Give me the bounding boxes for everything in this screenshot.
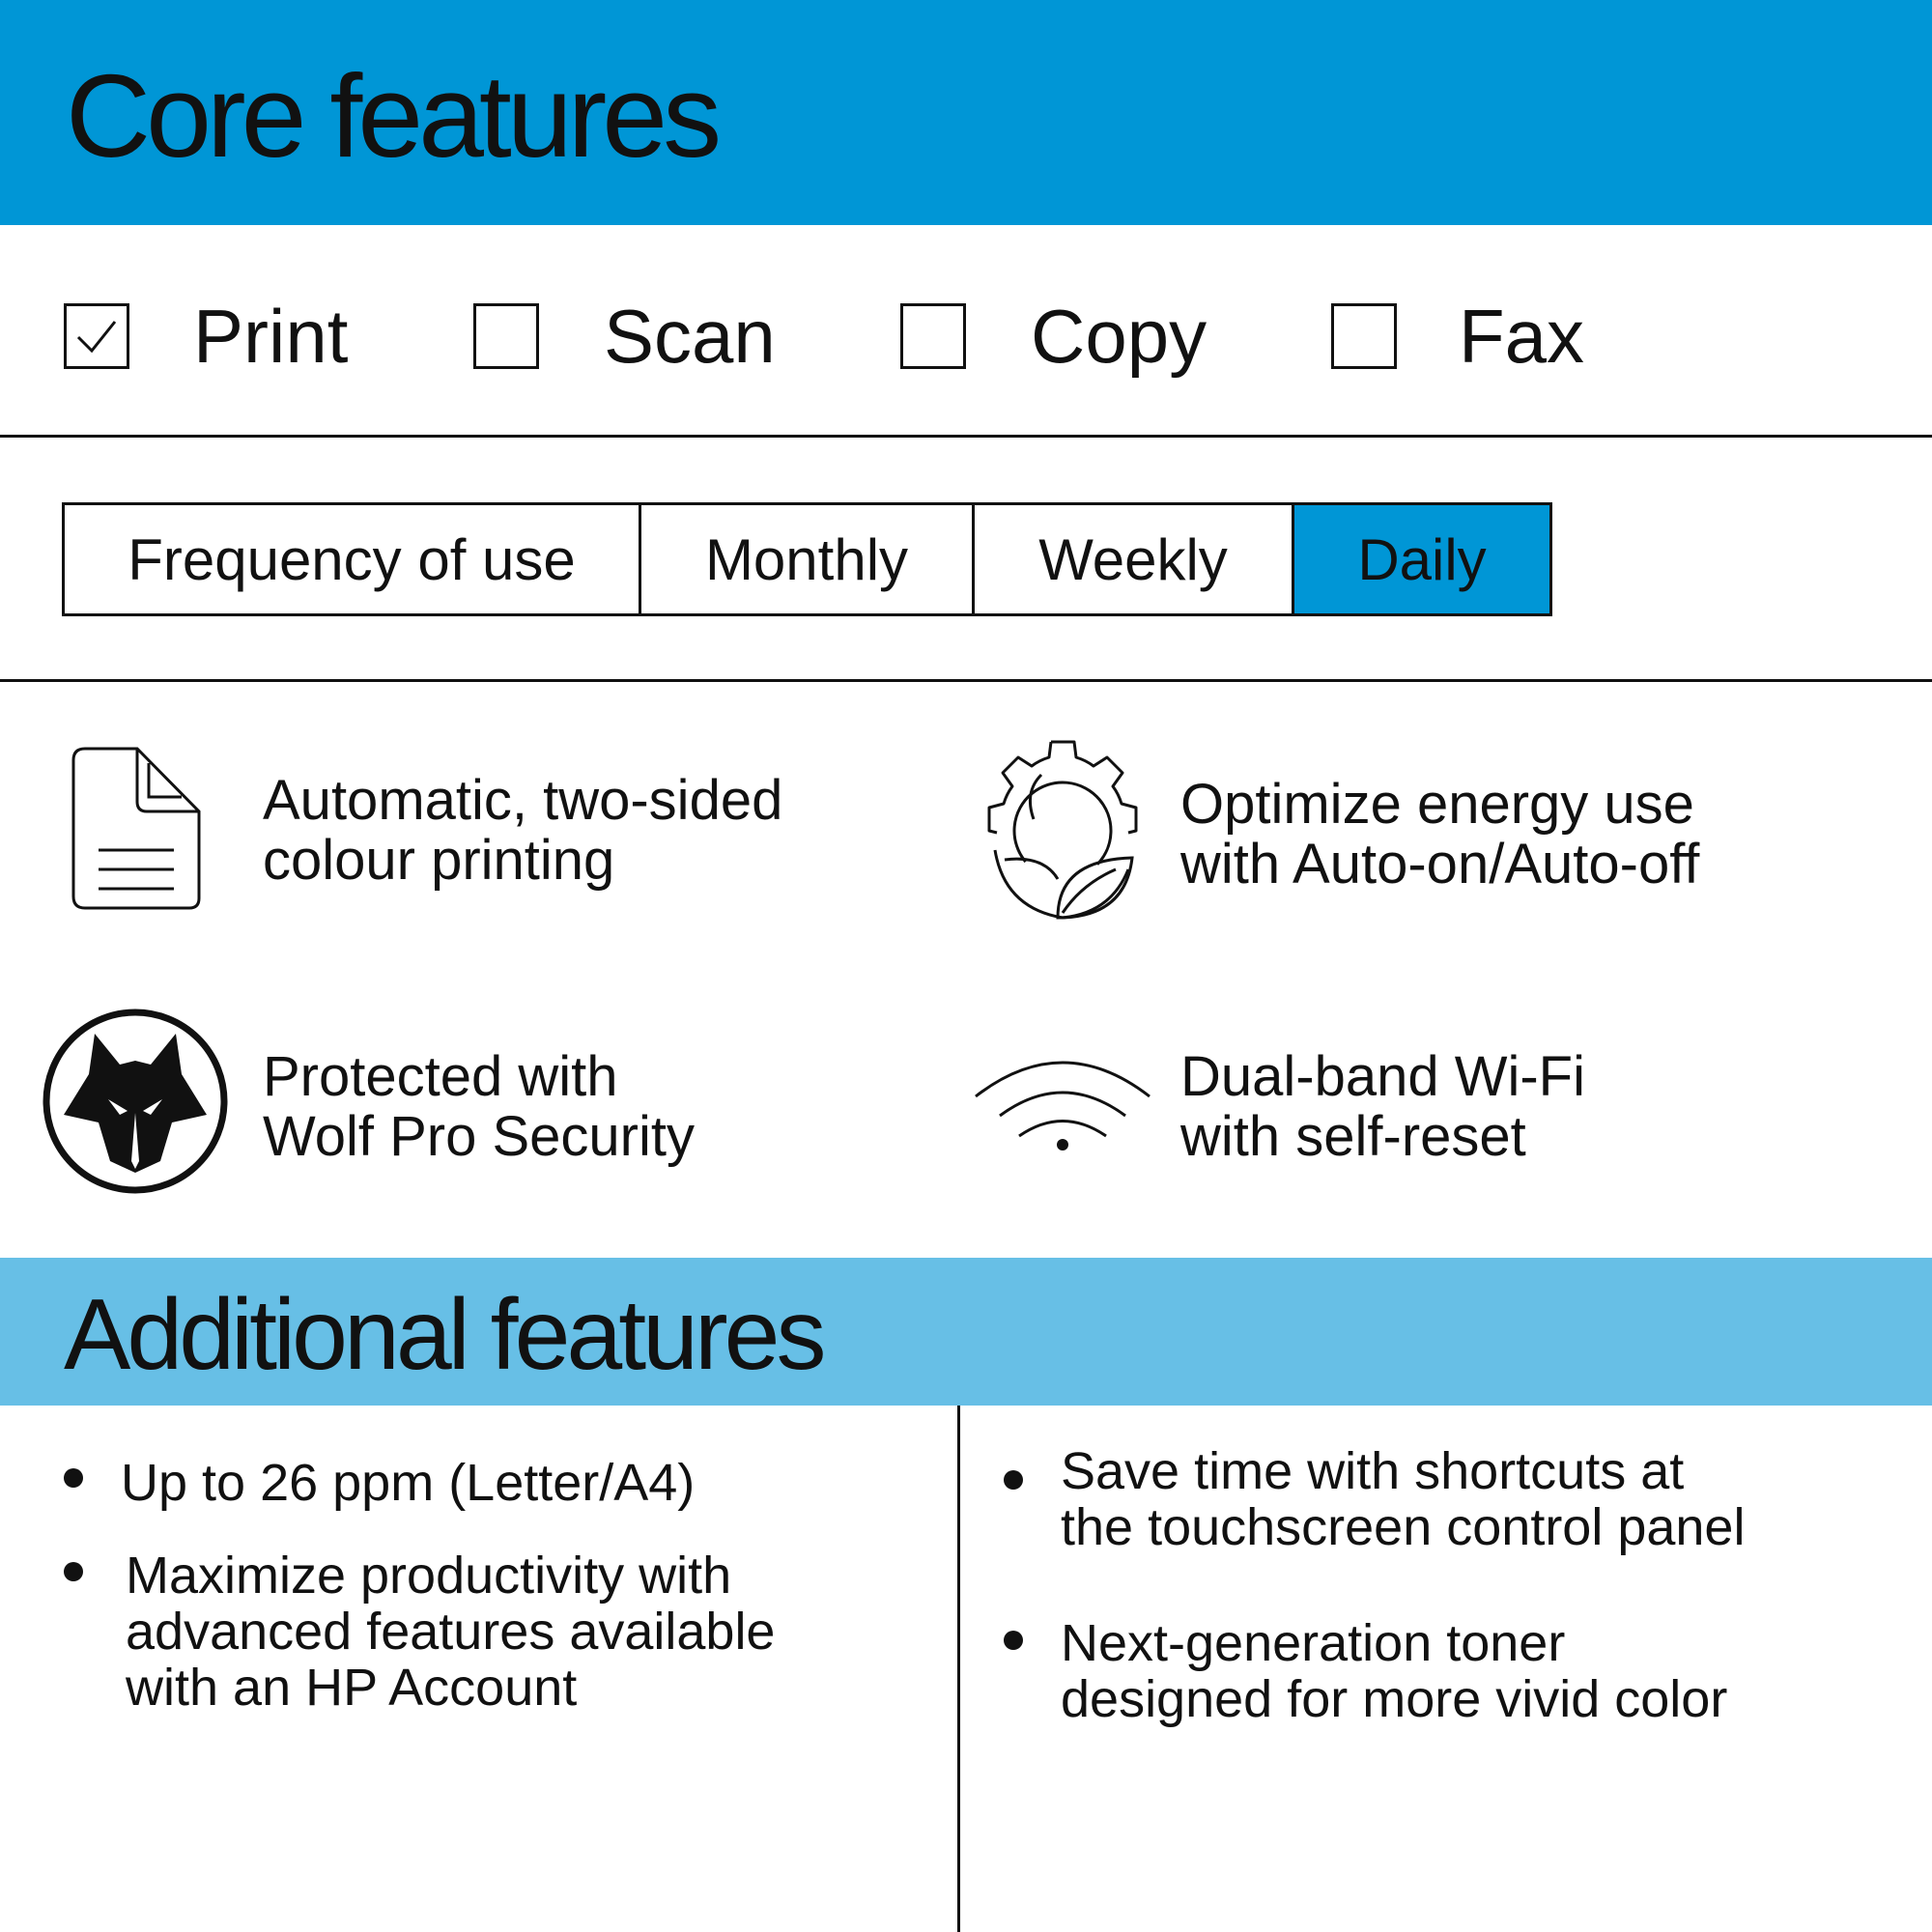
feature-duplex-text	[263, 771, 782, 891]
list-item-line: designed for more vivid color	[1061, 1670, 1728, 1728]
feature-line: Automatic, two-sided	[263, 769, 783, 832]
feature-line: Protected with	[263, 1045, 618, 1108]
feature-line: Wolf Pro Security	[263, 1105, 695, 1168]
additional-features-title: Additional features	[64, 1279, 823, 1391]
core-features-title: Core features	[66, 50, 718, 182]
bullet-icon	[1004, 1470, 1023, 1490]
frequency-option-daily[interactable]: Daily	[1294, 505, 1549, 613]
list-item-line: Next-generation toner	[1061, 1614, 1566, 1672]
checkmark-icon	[67, 306, 127, 366]
list-item	[126, 1548, 775, 1716]
print-label: Print	[193, 294, 349, 379]
document-icon	[68, 744, 208, 913]
divider	[0, 679, 1932, 682]
copy-label: Copy	[1031, 294, 1208, 379]
list-item-line: Up to 26 ppm (Letter/A4)	[121, 1454, 696, 1512]
frequency-option-weekly[interactable]: Weekly	[975, 505, 1294, 613]
column-divider	[957, 1406, 960, 1932]
frequency-option-monthly[interactable]: Monthly	[641, 505, 975, 613]
list-item-line: with an HP Account	[126, 1659, 578, 1717]
scan-checkbox[interactable]	[473, 303, 539, 369]
frequency-label: Frequency of use	[65, 505, 641, 613]
feature-line: Dual-band Wi-Fi	[1180, 1045, 1585, 1108]
wolf-shield-icon	[41, 1007, 230, 1196]
list-item-line: the touchscreen control panel	[1061, 1498, 1746, 1556]
scan-label: Scan	[604, 294, 776, 379]
feature-line: with self-reset	[1180, 1105, 1526, 1168]
print-checkbox[interactable]	[64, 303, 129, 369]
bullet-icon	[1004, 1631, 1023, 1650]
feature-line: colour printing	[263, 829, 615, 892]
list-item	[121, 1455, 695, 1511]
copy-checkbox[interactable]	[900, 303, 966, 369]
feature-wifi-text	[1180, 1047, 1585, 1167]
feature-security-text	[263, 1047, 695, 1167]
feature-line: with Auto-on/Auto-off	[1180, 833, 1700, 895]
list-item-line: Save time with shortcuts at	[1061, 1442, 1685, 1500]
feature-line: Optimize energy use	[1180, 773, 1694, 836]
feature-energy-text	[1180, 775, 1699, 895]
wifi-icon	[971, 1048, 1154, 1154]
frequency-selector	[62, 502, 1552, 616]
bullet-icon	[64, 1468, 83, 1488]
divider	[0, 435, 1932, 438]
list-item	[1061, 1443, 1745, 1555]
gear-leaf-icon	[966, 734, 1159, 927]
list-item-line: Maximize productivity with	[126, 1547, 732, 1605]
bullet-icon	[64, 1562, 83, 1581]
fax-label: Fax	[1459, 294, 1585, 379]
list-item-line: advanced features available	[126, 1603, 776, 1661]
list-item	[1061, 1615, 1727, 1727]
fax-checkbox[interactable]	[1331, 303, 1397, 369]
